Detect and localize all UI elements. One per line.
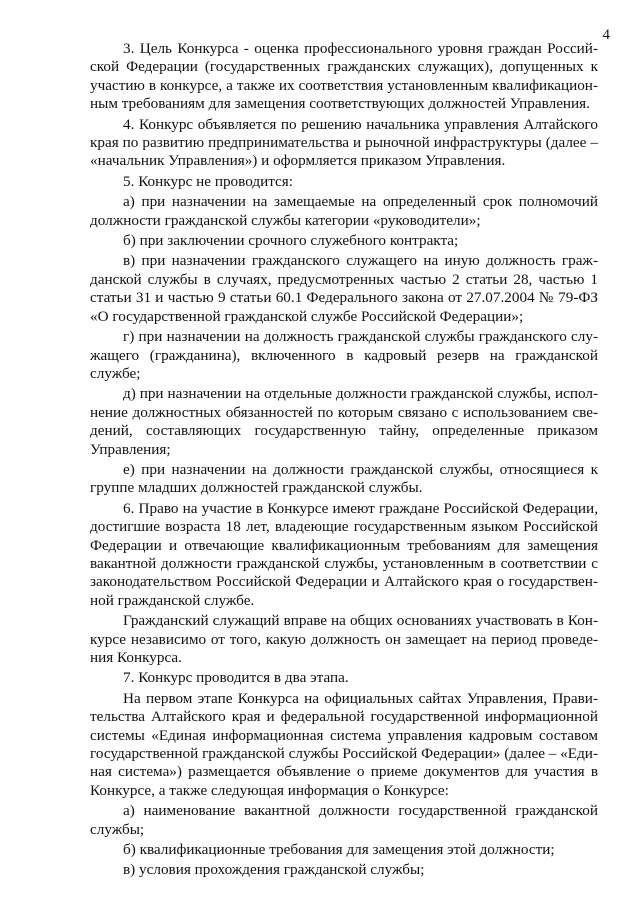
list-item-7b: б) квалификационные требования для замещения этой должности; xyxy=(123,841,555,859)
paragraph-7-two-stages: 7. Конкурс проводится в два этапа. xyxy=(123,669,349,687)
list-item-5b: б) при заключении срочного служебного контракта; xyxy=(123,232,459,250)
list-item-5e: д) при назначении на отдельные должности гражданской службы, исполнение должностных обязанностей по которым связано с использованием сведений, составляющих государственную тайну, определенные приказом Управления; xyxy=(90,385,598,458)
list-item-5d: г) при назначении на должность гражданской службы гражданского служащего (гражданина), включенного в кадровый резерв на гражданской службе; xyxy=(90,328,598,382)
paragraph-first-stage: На первом этапе Конкурса на официальных сайтах Управления, Правительства Алтайского края и федеральной государственной информационной системы «Единая информационная система управления кадровым составом государственной гражданской службы Российской Федерации» (далее – «Единая система») размещается объявление о приеме документов для участия в Конкурсе, а также следующая информация о Конкурсе: xyxy=(90,689,598,799)
paragraph-civil-servant-right: Гражданский служащий вправе на общих основаниях участвовать в Конкурсе независимо от того, какую должность он замещает на период проведения Конкурса. xyxy=(90,612,598,666)
list-item-7c: в) условия прохождения гражданской службы; xyxy=(123,861,425,879)
paragraph-4-announcement: 4. Конкурс объявляется по решению начальника управления Алтайского края по развитию предпринимательства и рыночной инфраструктуры (далее – «начальник Управления») и оформляется приказом Управления. xyxy=(90,115,598,170)
list-item-5c: в) при назначении гражданского служащего на иную должность гражданской службы в случаях, предусмотренных частью 2 статьи 28, частью 1 статьи 31 и частью 9 статьи 60.1 Федерального закона от 27.07.2004 № 79-ФЗ «О государственной гражданской службе Российской Федерации»; xyxy=(90,252,598,325)
page-number: 4 xyxy=(602,27,610,43)
paragraph-5-not-held: 5. Конкурс не проводится: xyxy=(123,172,293,190)
list-item-7a: а) наименование вакантной должности государственной гражданской службы; xyxy=(90,802,598,838)
document-body xyxy=(90,40,598,880)
paragraph-3-goal: 3. Цель Конкурса - оценка профессионального уровня граждан Российской Федерации (государственных гражданских служащих), допущенных к участию в конкурсе, а также их соответствия установленным квалификационным требованиям для замещения соответствующих должностей Управления. xyxy=(90,40,598,113)
list-item-5f: е) при назначении на должности гражданской службы, относящиеся к группе младших должностей гражданской службы. xyxy=(90,460,598,497)
paragraph-6-eligibility: 6. Право на участие в Конкурсе имеют граждане Российской Федерации, достигшие возраста 18 лет, владеющие государственным языком Российской Федерации и отвечающие квалификационным требованиям для замещения вакантной должности гражданской службы, установленным в соответствии с законодательством Российской Федерации и Алтайского края о государственной гражданской службе. xyxy=(90,499,598,609)
list-item-5a: а) при назначении на замещаемые на определенный срок полномочий должности гражданской службы категории «руководители»; xyxy=(90,193,598,229)
